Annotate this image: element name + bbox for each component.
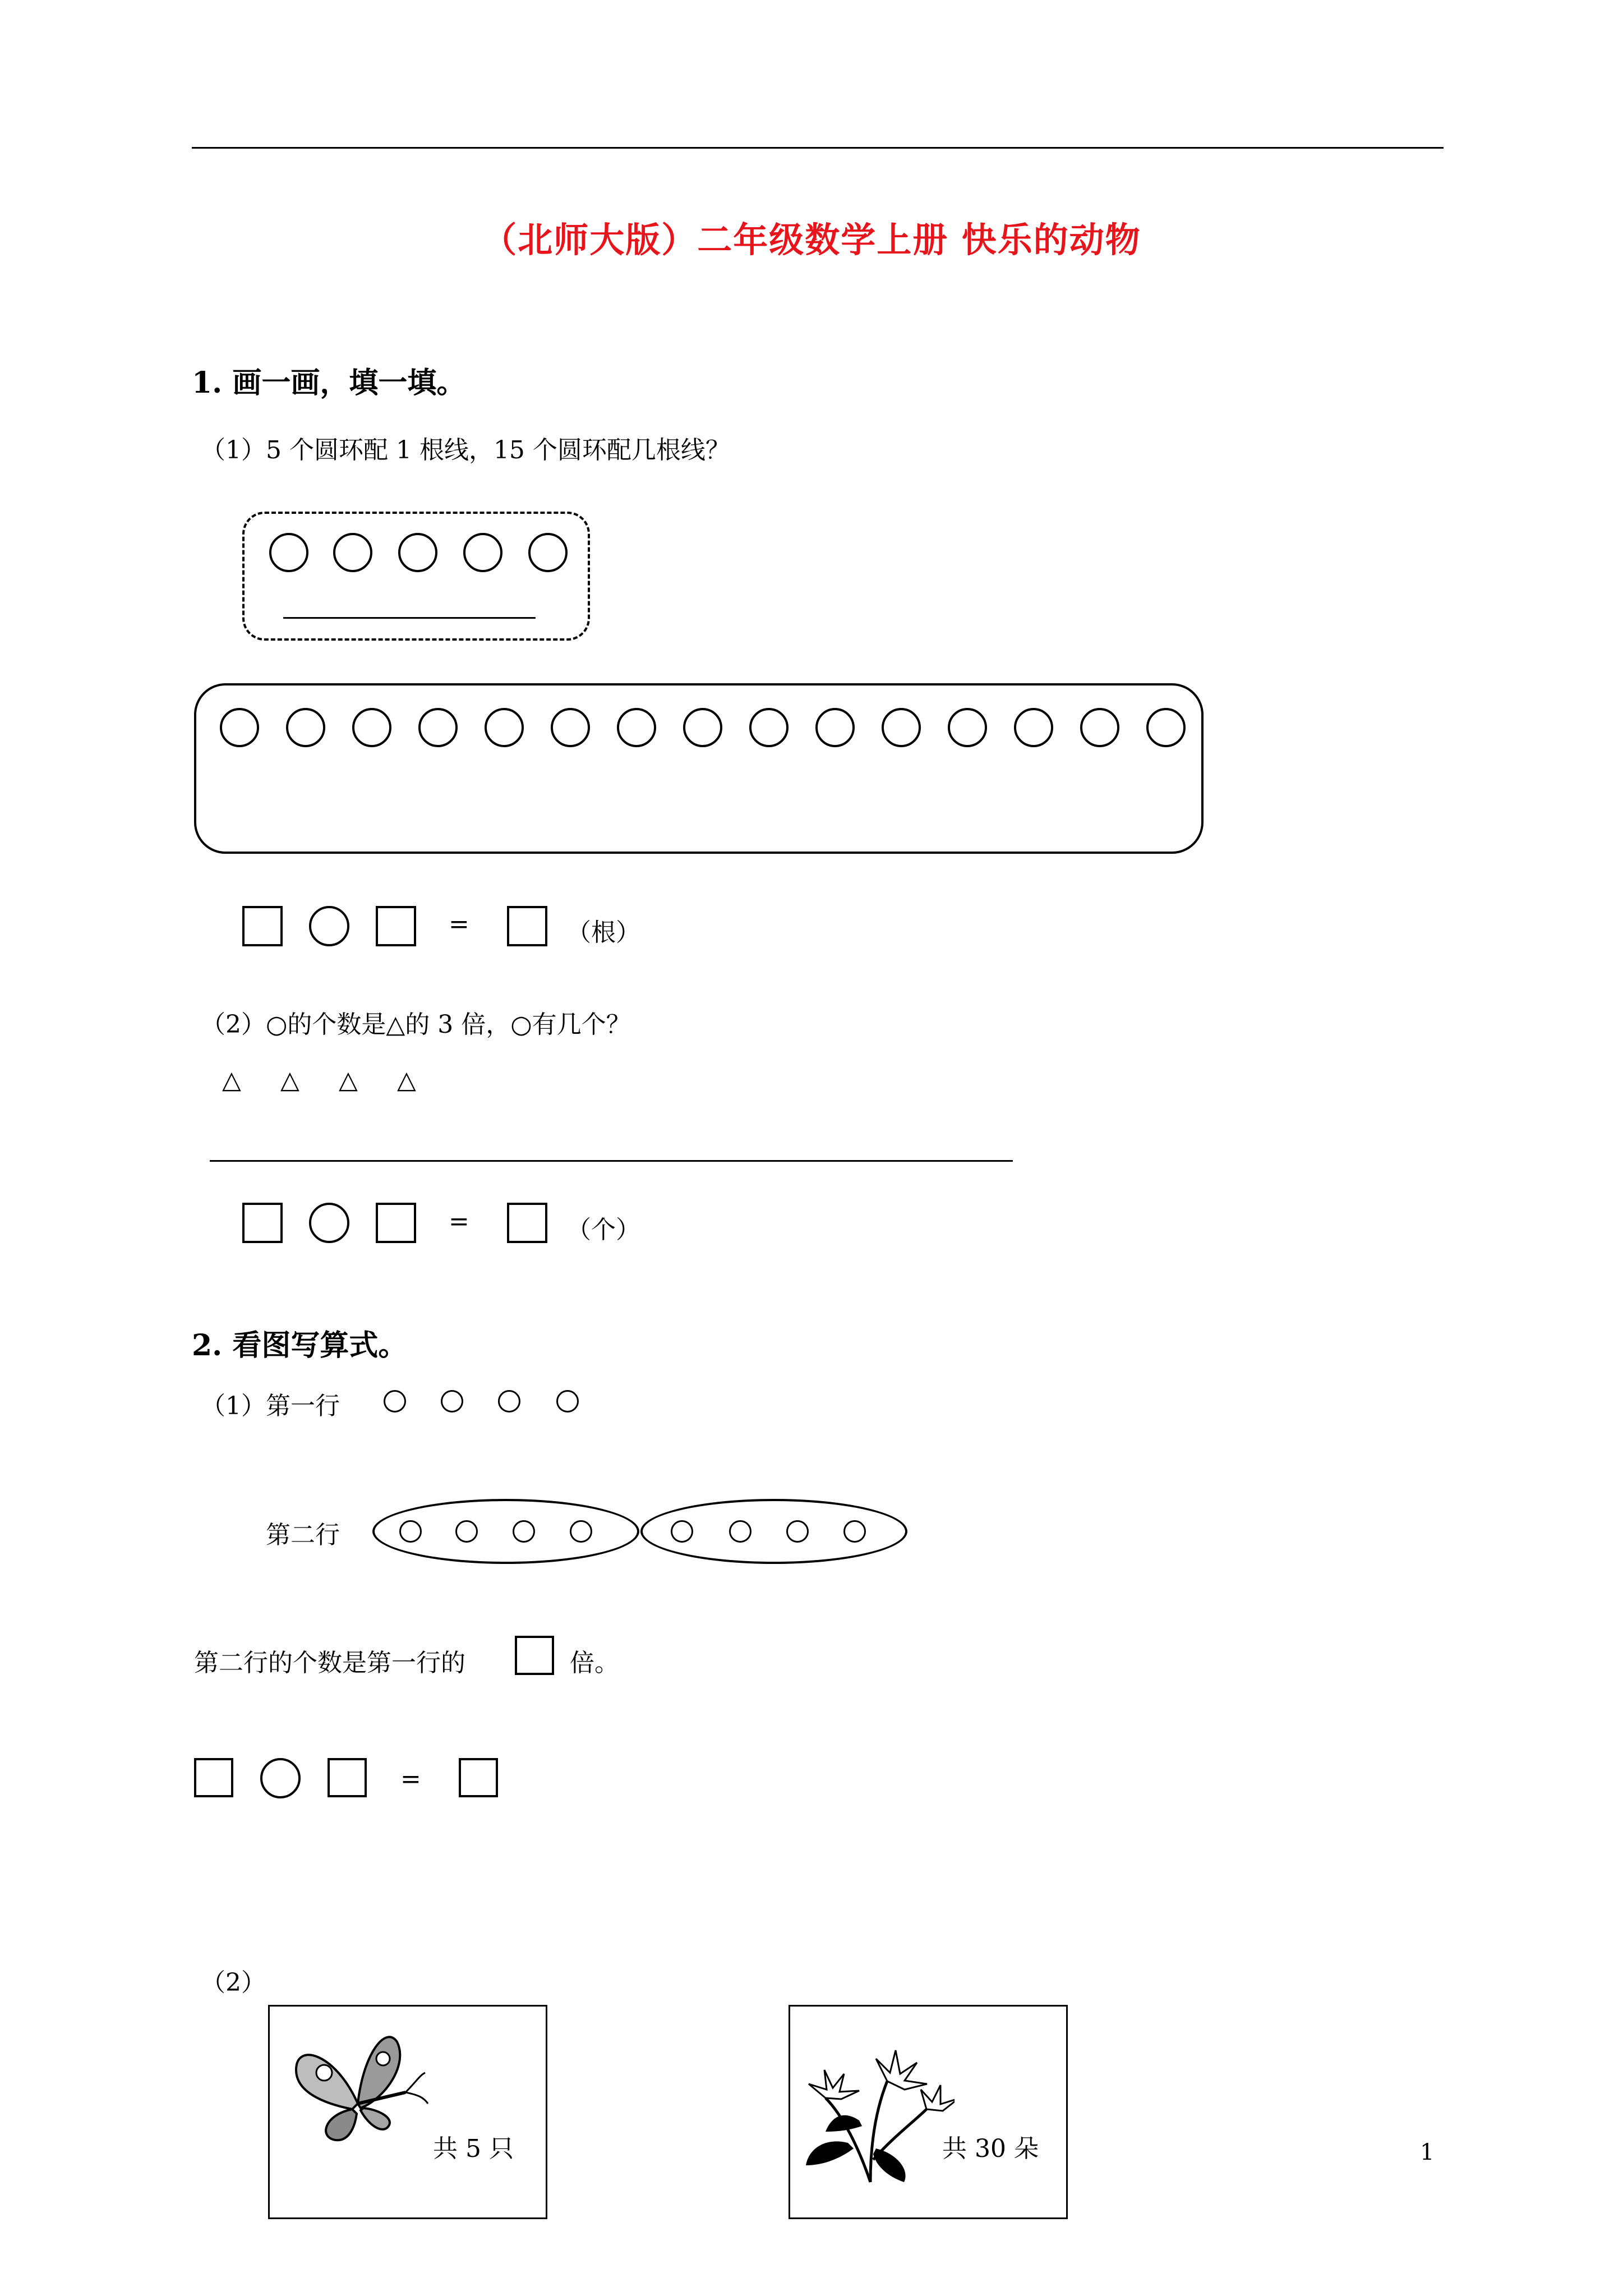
flower-caption: 共 30 朵 [942, 2134, 1039, 2163]
ring-circle [948, 708, 987, 747]
page-title: （北师大版）二年级数学上册 快乐的动物 [482, 219, 1141, 260]
ring-circle [352, 708, 391, 747]
dot-circle [455, 1520, 478, 1543]
dot-circle [570, 1520, 592, 1543]
butterfly-caption: 共 5 只 [433, 2134, 514, 2163]
dot-circle [556, 1390, 579, 1412]
string-line [283, 617, 536, 619]
row-1-label: （1）第一行 [201, 1392, 340, 1420]
dot-circle [498, 1390, 520, 1412]
top-rule [192, 147, 1444, 149]
ring-circle [815, 708, 855, 747]
unit-label: （根） [566, 918, 640, 947]
ring-circle [617, 708, 656, 747]
ring-circle [551, 708, 590, 747]
equals-sign: = [400, 1765, 421, 1793]
multiple-sentence-end: 倍。 [570, 1649, 619, 1677]
ring-circle [1014, 708, 1053, 747]
answer-box[interactable] [242, 906, 283, 946]
ring-circle [286, 708, 325, 747]
dot-circle [441, 1390, 463, 1412]
dot-circle [729, 1520, 751, 1543]
answer-box[interactable] [376, 1203, 416, 1243]
ring-circle [485, 708, 524, 747]
answer-box[interactable] [507, 1203, 547, 1243]
section-1-heading: 1. 画一画，填一填。 [192, 366, 466, 400]
row-2-label: 第二行 [266, 1521, 340, 1549]
answer-box[interactable] [376, 906, 416, 946]
answer-box[interactable] [507, 906, 547, 946]
dot-circle [384, 1390, 406, 1412]
butterfly-image [285, 2019, 431, 2148]
unit-label: （个） [566, 1216, 640, 1244]
ring-circle [1146, 708, 1186, 747]
ring-circle [418, 708, 458, 747]
ring-circle [333, 533, 372, 572]
ring-circle [528, 533, 568, 572]
dot-circle [671, 1520, 693, 1543]
triangle: △ [222, 1066, 241, 1094]
answer-box[interactable] [459, 1758, 498, 1797]
ring-circle [463, 533, 502, 572]
dot-circle [399, 1520, 422, 1543]
dot-circle [513, 1520, 535, 1543]
dot-circle [786, 1520, 809, 1543]
question-2-2: （2） [201, 1968, 266, 1997]
ring-circle [398, 533, 437, 572]
operator-circle[interactable] [309, 906, 349, 946]
equals-sign: = [449, 1207, 469, 1236]
ring-circle [1080, 708, 1119, 747]
answer-box[interactable] [328, 1758, 367, 1797]
answer-box[interactable] [194, 1758, 233, 1797]
ring-circle [269, 533, 308, 572]
question-1-2: （2）○的个数是△的 3 倍，○有几个？ [201, 1010, 631, 1039]
drawing-line [210, 1160, 1013, 1162]
question-1-1: （1）5 个圆环配 1 根线，15 个圆环配几根线？ [201, 436, 730, 464]
operator-circle[interactable] [260, 1758, 301, 1798]
triangle: △ [339, 1066, 358, 1094]
equals-sign: = [449, 910, 469, 938]
ring-circle [882, 708, 921, 747]
operator-circle[interactable] [309, 1203, 349, 1243]
flower-image [792, 2019, 955, 2188]
triangle: △ [397, 1066, 416, 1094]
dot-circle [843, 1520, 866, 1543]
page-number: 1 [1420, 2139, 1435, 2165]
answer-box[interactable] [515, 1636, 554, 1675]
ring-circle [220, 708, 259, 747]
triangle: △ [280, 1066, 299, 1094]
ring-circle [683, 708, 722, 747]
dashed-group-box [242, 512, 590, 641]
answer-box[interactable] [242, 1203, 283, 1243]
ring-circle [749, 708, 789, 747]
multiple-sentence: 第二行的个数是第一行的 [194, 1649, 465, 1677]
section-2-heading: 2. 看图写算式。 [192, 1328, 408, 1363]
